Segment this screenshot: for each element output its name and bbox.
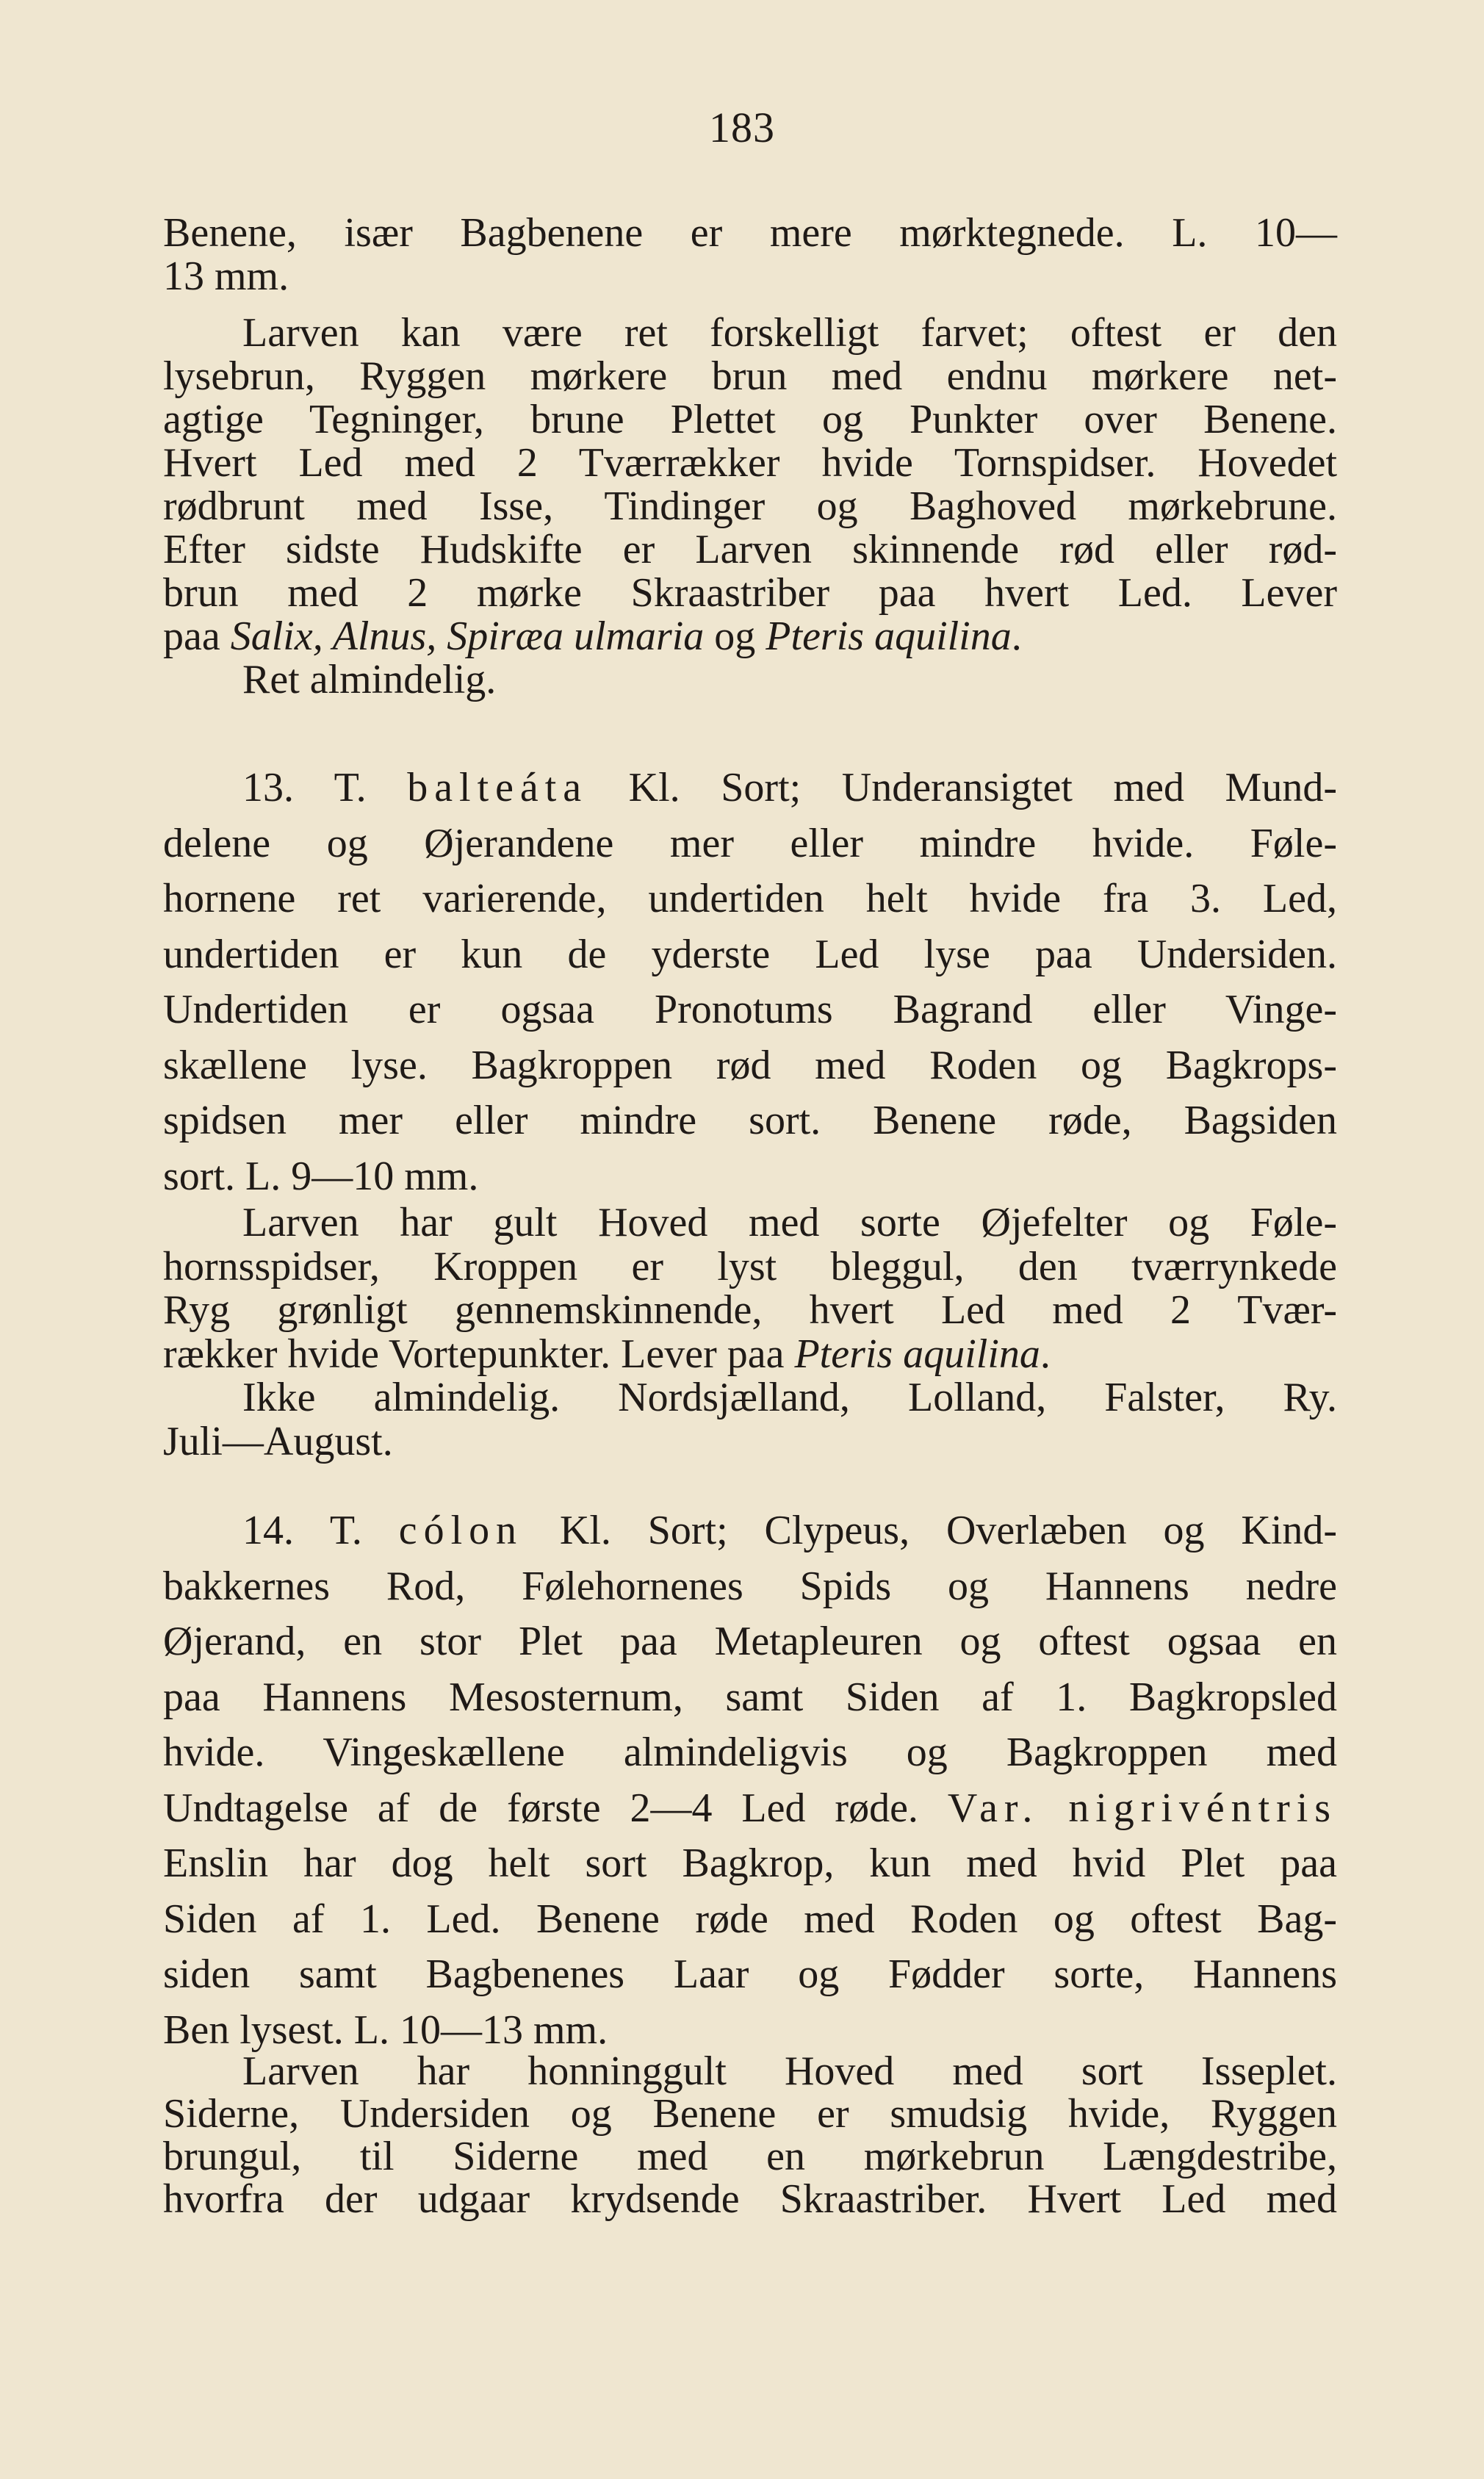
taxon-name: Salix, Alnus, Spiræa ulmaria bbox=[230, 614, 705, 659]
text-line bbox=[163, 615, 1337, 658]
text-line bbox=[163, 1503, 1337, 1559]
text-line: Larven har gult Hoved med sorte Øjefelter og Føle- bbox=[242, 1200, 1337, 1245]
species-name: balteáta bbox=[407, 765, 588, 810]
text-line: delene og Øjerandene mer eller mindre hvide. Føle- bbox=[163, 820, 1337, 866]
text-line: brun med 2 mørke Skraastriber paa hvert Led. Lever bbox=[163, 570, 1337, 616]
genus-abbrev: T. bbox=[329, 1508, 362, 1553]
text-line: paa Hannens Mesosternum, samt Siden af 1. Bagkropsled bbox=[163, 1674, 1337, 1720]
text-run: Sort; Clypeus, Overlæben og Kind- bbox=[647, 1508, 1338, 1553]
text-line: Enslin har dog helt sort Bagkrop, kun med hvid Plet paa bbox=[163, 1841, 1337, 1886]
text-line: siden samt Bagbenenes Laar og Fødder sorte, Hannens bbox=[163, 1951, 1337, 1997]
text-line: skællene lyse. Bagkroppen rød med Roden og Bagkrops- bbox=[163, 1042, 1337, 1088]
text-line bbox=[163, 1333, 1337, 1377]
page-number: 183 bbox=[709, 104, 775, 151]
species-entry-13 bbox=[163, 760, 1337, 1204]
text-run: og bbox=[704, 614, 766, 659]
text-line: rødbrunt med Isse, Tindinger og Baghoved mørkebrune. bbox=[163, 483, 1337, 529]
text-line: hornsspidser, Kroppen er lyst bleggul, den tværrynkede bbox=[163, 1243, 1337, 1289]
species-entry-14 bbox=[163, 1503, 1337, 2058]
variety-label: Var. bbox=[947, 1785, 1040, 1831]
text-line: Hvert Led med 2 Tværrækker hvide Tornspidser. Hovedet bbox=[163, 440, 1337, 486]
text-line: bakkernes Rod, Følehornenes Spids og Hannens nedre bbox=[163, 1563, 1337, 1609]
text-run: rækker hvide Vortepunkter. Lever paa bbox=[163, 1331, 795, 1377]
entry-number: 13. bbox=[242, 765, 294, 810]
text-line: Øjerand, en stor Plet paa Metapleuren og oftest ogsaa en bbox=[163, 1619, 1337, 1664]
text-run: paa bbox=[163, 614, 231, 659]
text-line: hvorfra der udgaar krydsende Skraastriber. Hvert Led med bbox=[163, 2176, 1337, 2222]
text-line: hornene ret varierende, undertiden helt hvide fra 3. Led, bbox=[163, 876, 1337, 921]
text-line: Ret almindelig. bbox=[242, 657, 497, 702]
text-run: Undtagelse af de første 2—4 Led røde. bbox=[163, 1785, 918, 1831]
species-name: cólon bbox=[398, 1508, 524, 1553]
text-line: sort. L. 9—10 mm. bbox=[163, 1153, 479, 1199]
text-line: brungul, til Siderne med en mørkebrun Længdestribe, bbox=[163, 2134, 1337, 2179]
taxon-name: Pteris aquilina bbox=[766, 614, 1012, 659]
larva-description-14 bbox=[163, 2050, 1337, 2220]
text-line: Ben lysest. L. 10—13 mm. bbox=[163, 2007, 608, 2053]
text-line: Larven kan være ret forskelligt farvet; oftest er den bbox=[242, 310, 1337, 356]
text-run: Sort; Underansigtet med Mund- bbox=[721, 765, 1337, 810]
text-line: agtige Tegninger, brune Plettet og Punkter over Benene. bbox=[163, 397, 1337, 442]
text-line: Juli—August. bbox=[163, 1418, 393, 1464]
text-line: undertiden er kun de yderste Led lyse paa Undersiden. bbox=[163, 931, 1337, 977]
text-run: . bbox=[1011, 614, 1022, 659]
taxon-name: Pteris aquilina bbox=[794, 1331, 1040, 1377]
text-line: hvide. Vingeskællene almindeligvis og Bagkroppen med bbox=[163, 1730, 1337, 1775]
genus-abbrev: T. bbox=[334, 765, 367, 810]
text-line: Siderne, Undersiden og Benene er smudsig hvide, Ryggen bbox=[163, 2091, 1337, 2137]
author-abbrev: Kl. bbox=[559, 1508, 611, 1553]
text-line: Efter sidste Hudskifte er Larven skinnende rød eller rød- bbox=[163, 527, 1337, 572]
text-run: . bbox=[1040, 1331, 1051, 1377]
larva-description-13 bbox=[163, 1201, 1337, 1464]
paragraph-continuation bbox=[163, 212, 1337, 702]
text-line: lysebrun, Ryggen mørkere brun med endnu mørkere net- bbox=[163, 353, 1337, 399]
text-line bbox=[163, 1781, 1337, 1837]
text-line: Undertiden er ogsaa Pronotums Bagrand eller Vinge- bbox=[163, 987, 1337, 1032]
author-abbrev: Kl. bbox=[628, 765, 680, 810]
text-line: 13 mm. bbox=[163, 253, 289, 299]
text-line bbox=[163, 760, 1337, 816]
text-line: Ikke almindelig. Nordsjælland, Lolland, Falster, Ry. bbox=[242, 1375, 1337, 1420]
variety-name: nigrivéntris bbox=[1068, 1785, 1338, 1831]
text-line: Siden af 1. Led. Benene røde med Roden og oftest Bag- bbox=[163, 1896, 1337, 1942]
text-line: Benene, især Bagbenene er mere mørktegnede. L. 10— bbox=[163, 210, 1337, 256]
text-line: Larven har honninggult Hoved med sort Isseplet. bbox=[242, 2048, 1337, 2094]
text-line: spidsen mer eller mindre sort. Benene røde, Bagsiden bbox=[163, 1098, 1337, 1143]
entry-number: 14. bbox=[242, 1508, 294, 1553]
text-line: Ryg grønligt gennemskinnende, hvert Led med 2 Tvær- bbox=[163, 1287, 1337, 1333]
